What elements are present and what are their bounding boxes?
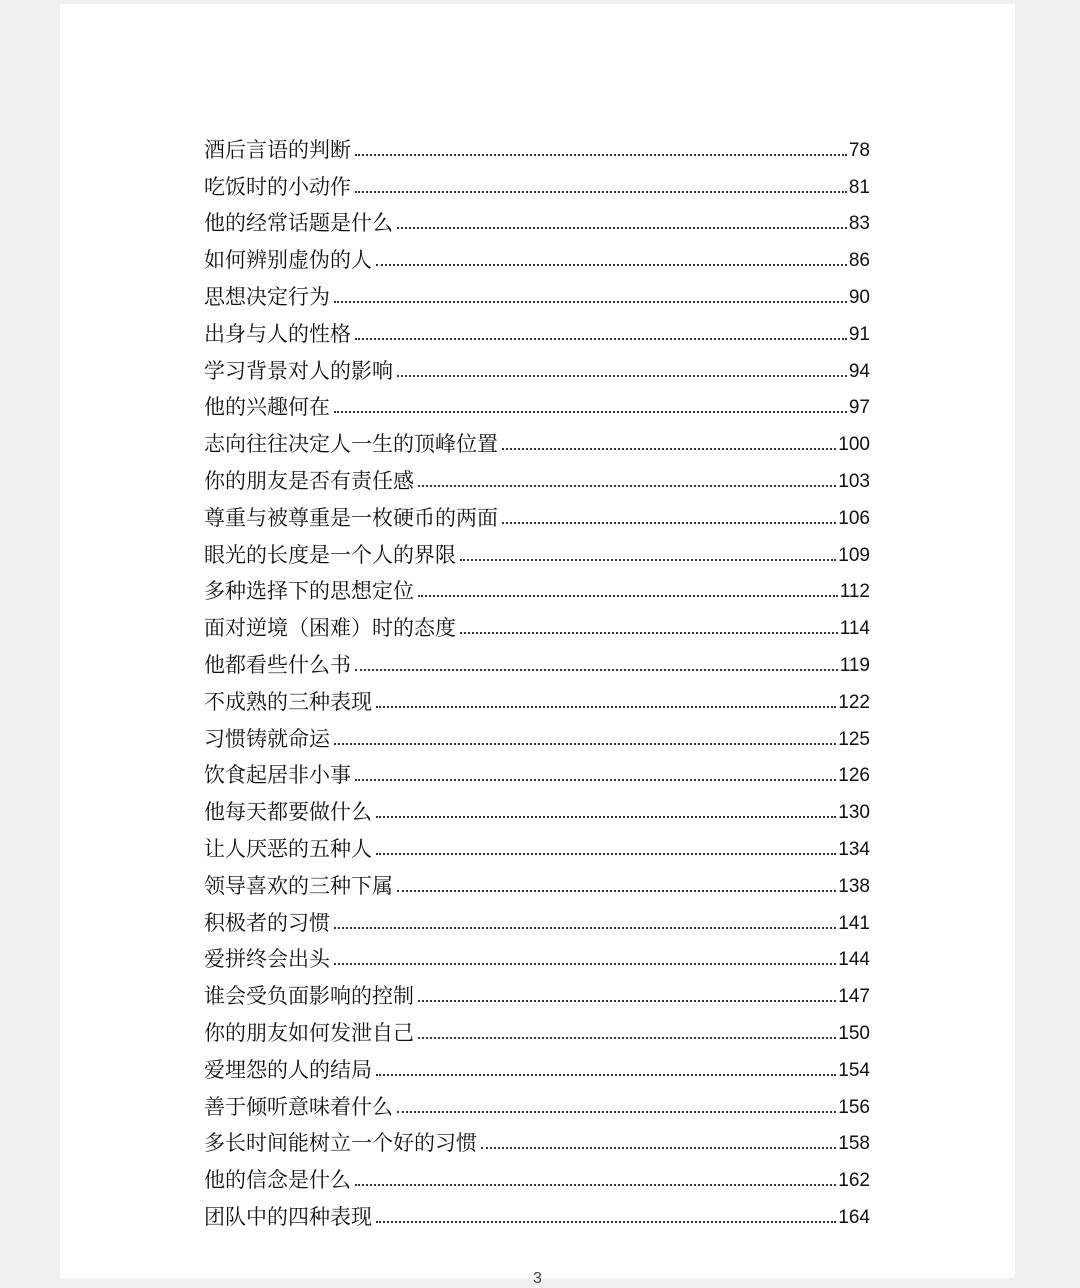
toc-dot-leader xyxy=(355,669,838,671)
toc-entry[interactable] xyxy=(204,496,870,533)
toc-dot-leader xyxy=(460,632,838,634)
toc-entry-page: 134 xyxy=(838,838,870,860)
toc-entry-page: 126 xyxy=(838,765,870,787)
toc-entry[interactable] xyxy=(204,1048,870,1085)
toc-entry[interactable] xyxy=(204,864,870,901)
toc-entry-page: 141 xyxy=(838,912,870,934)
toc-entry[interactable] xyxy=(204,459,870,496)
toc-entry-page: 100 xyxy=(838,434,870,456)
toc-entry[interactable] xyxy=(204,533,870,570)
toc-entry-title: 多种选择下的思想定位 xyxy=(204,579,414,604)
toc-entry-page: 97 xyxy=(848,397,870,419)
toc-dot-leader xyxy=(397,890,836,892)
toc-entry[interactable] xyxy=(204,349,870,386)
toc-entry[interactable] xyxy=(204,790,870,827)
toc-dot-leader xyxy=(376,1074,836,1076)
toc-entry-page: 83 xyxy=(848,213,870,235)
toc-entry[interactable] xyxy=(204,275,870,312)
toc-entry-page: 90 xyxy=(848,286,870,308)
toc-dot-leader xyxy=(481,1147,836,1149)
toc-entry[interactable] xyxy=(204,717,870,754)
toc-entry[interactable] xyxy=(204,422,870,459)
toc-entry-page: 112 xyxy=(839,581,870,603)
toc-dot-leader xyxy=(376,816,836,818)
toc-entry-title: 积极者的习惯 xyxy=(204,910,330,935)
toc-entry-title: 你的朋友是否有责任感 xyxy=(204,468,414,493)
toc-entry[interactable] xyxy=(204,1195,870,1232)
toc-dot-leader xyxy=(355,338,847,340)
toc-entry-title: 饮食起居非小事 xyxy=(204,763,351,788)
toc-entry-page: 150 xyxy=(838,1022,870,1044)
toc-entry-page: 122 xyxy=(838,691,870,713)
toc-entry-page: 138 xyxy=(838,875,870,897)
toc-dot-leader xyxy=(460,559,836,561)
toc-entry-page: 81 xyxy=(848,176,870,198)
toc-entry-page: 125 xyxy=(838,728,870,750)
toc-entry-title: 思想决定行为 xyxy=(204,284,330,309)
toc-entry-page: 162 xyxy=(838,1170,870,1192)
toc-entry-title: 吃饭时的小动作 xyxy=(204,174,351,199)
toc-entry-page: 144 xyxy=(838,949,870,971)
toc-entry-page: 114 xyxy=(839,618,870,640)
toc-dot-leader xyxy=(334,301,847,303)
toc-entry[interactable] xyxy=(204,643,870,680)
toc-dot-leader xyxy=(397,227,847,229)
toc-entry-title: 学习背景对人的影响 xyxy=(204,358,393,383)
table-of-contents xyxy=(204,128,870,1232)
toc-dot-leader xyxy=(418,595,838,597)
toc-entry-title: 他的信念是什么 xyxy=(204,1168,351,1193)
toc-dot-leader xyxy=(334,963,836,965)
toc-entry-page: 86 xyxy=(848,250,870,272)
toc-entry[interactable] xyxy=(204,128,870,165)
toc-entry-title: 善于倾听意味着什么 xyxy=(204,1094,393,1119)
toc-entry-page: 106 xyxy=(838,507,870,529)
toc-entry[interactable] xyxy=(204,974,870,1011)
toc-entry-title: 他都看些什么书 xyxy=(204,652,351,677)
toc-entry[interactable] xyxy=(204,606,870,643)
toc-entry[interactable] xyxy=(204,754,870,791)
toc-dot-leader xyxy=(418,1037,836,1039)
toc-entry-title: 他每天都要做什么 xyxy=(204,800,372,825)
toc-entry[interactable] xyxy=(204,938,870,975)
toc-entry-page: 164 xyxy=(838,1206,870,1228)
toc-dot-leader xyxy=(334,743,836,745)
document-page xyxy=(60,4,1015,1287)
toc-entry-title: 出身与人的性格 xyxy=(204,321,351,346)
toc-entry[interactable] xyxy=(204,901,870,938)
toc-entry-title: 让人厌恶的五种人 xyxy=(204,836,372,861)
toc-entry[interactable] xyxy=(204,570,870,607)
toc-entry-page: 91 xyxy=(848,323,870,345)
toc-entry-page: 94 xyxy=(848,360,870,382)
toc-dot-leader xyxy=(355,154,847,156)
toc-entry-page: 109 xyxy=(838,544,870,566)
toc-dot-leader xyxy=(397,1111,836,1113)
toc-dot-leader xyxy=(334,411,847,413)
toc-entry-page: 103 xyxy=(838,470,870,492)
toc-dot-leader xyxy=(355,191,847,193)
toc-dot-leader xyxy=(502,522,836,524)
toc-entry[interactable] xyxy=(204,827,870,864)
toc-dot-leader xyxy=(418,485,836,487)
toc-dot-leader xyxy=(355,779,836,781)
toc-dot-leader xyxy=(355,1184,836,1186)
toc-entry-title: 尊重与被尊重是一枚硬币的两面 xyxy=(204,505,498,530)
toc-entry-title: 如何辨别虚伪的人 xyxy=(204,248,372,273)
toc-entry-page: 154 xyxy=(838,1059,870,1081)
toc-dot-leader xyxy=(376,706,836,708)
toc-entry-page: 130 xyxy=(838,802,870,824)
toc-entry-title: 他的兴趣何在 xyxy=(204,395,330,420)
toc-entry[interactable] xyxy=(204,165,870,202)
toc-entry-title: 不成熟的三种表现 xyxy=(204,689,372,714)
toc-entry-title: 爱埋怨的人的结局 xyxy=(204,1057,372,1082)
toc-dot-leader xyxy=(397,375,847,377)
toc-entry-title: 眼光的长度是一个人的界限 xyxy=(204,542,456,567)
toc-entry-page: 119 xyxy=(839,654,870,676)
toc-entry[interactable] xyxy=(204,1122,870,1159)
toc-entry[interactable] xyxy=(204,238,870,275)
toc-entry-page: 158 xyxy=(838,1133,870,1155)
toc-entry-title: 面对逆境（困难）时的态度 xyxy=(204,616,456,641)
toc-entry-title: 领导喜欢的三种下属 xyxy=(204,873,393,898)
toc-entry[interactable] xyxy=(204,312,870,349)
toc-entry-page: 147 xyxy=(838,986,870,1008)
toc-entry-page: 78 xyxy=(848,139,870,161)
toc-entry[interactable] xyxy=(204,680,870,717)
toc-entry[interactable] xyxy=(204,1085,870,1122)
toc-entry[interactable] xyxy=(204,202,870,239)
toc-dot-leader xyxy=(376,1221,836,1223)
toc-entry[interactable] xyxy=(204,386,870,423)
toc-entry-page: 156 xyxy=(838,1096,870,1118)
toc-dot-leader xyxy=(376,264,847,266)
toc-entry[interactable] xyxy=(204,1158,870,1195)
toc-entry-title: 志向往往决定人一生的顶峰位置 xyxy=(204,432,498,457)
page-number: 3 xyxy=(533,1270,542,1287)
toc-dot-leader xyxy=(418,1000,836,1002)
toc-entry-title: 谁会受负面影响的控制 xyxy=(204,984,414,1009)
toc-entry-title: 多长时间能树立一个好的习惯 xyxy=(204,1131,477,1156)
toc-entry[interactable] xyxy=(204,1011,870,1048)
toc-dot-leader xyxy=(376,853,836,855)
toc-entry-title: 你的朋友如何发泄自己 xyxy=(204,1020,414,1045)
toc-entry-title: 习惯铸就命运 xyxy=(204,726,330,751)
toc-entry-title: 酒后言语的判断 xyxy=(204,137,351,162)
toc-dot-leader xyxy=(334,927,836,929)
toc-entry-title: 团队中的四种表现 xyxy=(204,1204,372,1229)
toc-entry-title: 爱拼终会出头 xyxy=(204,947,330,972)
toc-dot-leader xyxy=(502,448,836,450)
toc-entry-title: 他的经常话题是什么 xyxy=(204,211,393,236)
